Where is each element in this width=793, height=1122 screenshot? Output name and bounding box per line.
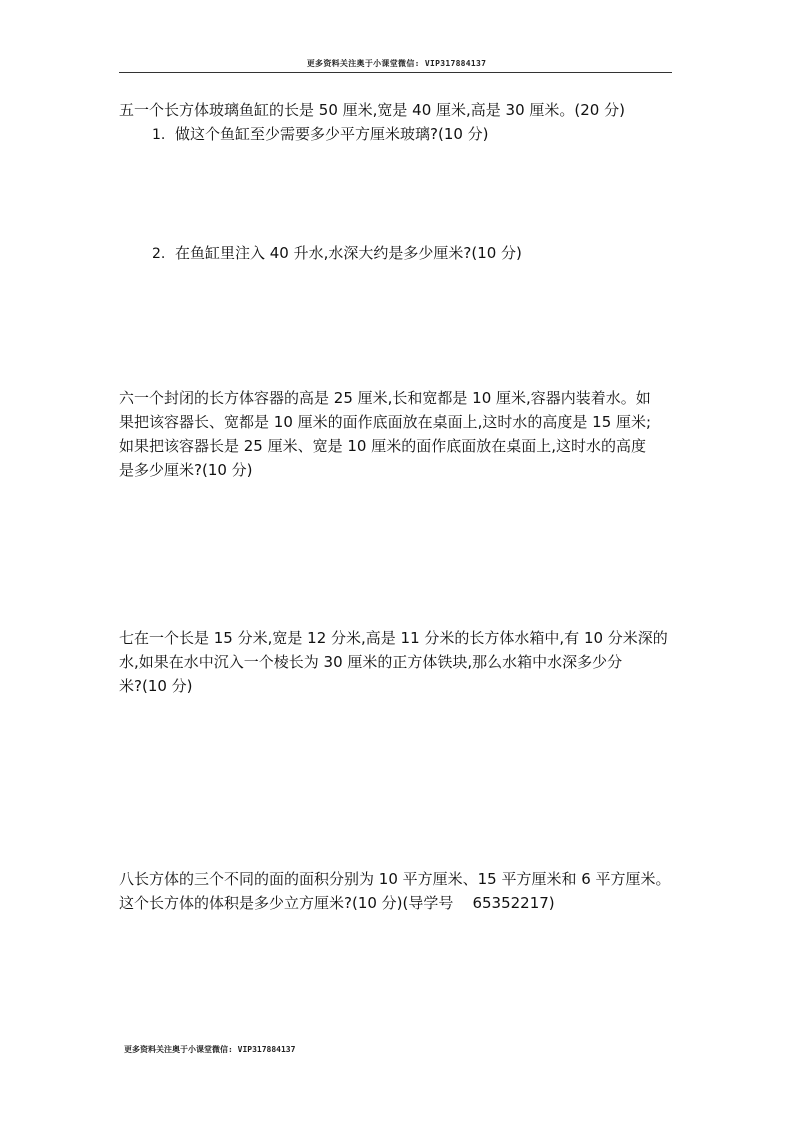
page-header: 更多资料关注奥于小课堂微信: VIP317884137 <box>306 59 487 68</box>
question-6-line-4: 是多少厘米?(10 分) <box>119 461 253 479</box>
question-5-part-1 <box>152 122 672 147</box>
question-5-part-1-number: 1. <box>152 127 166 143</box>
question-5-part-1-text: 做这个鱼缸至少需要多少平方厘米玻璃?(10 分) <box>175 125 489 143</box>
question-5-part-2-text: 在鱼缸里注入 40 升水,水深大约是多少厘米?(10 分) <box>175 244 522 262</box>
question-8-line-2: 这个长方体的体积是多少立方厘米?(10 分)(导学号 65352217) <box>119 894 555 912</box>
page-footer: 更多资料关注奥于小课堂微信: VIP317884137 <box>124 1045 296 1054</box>
question-7 <box>119 626 679 698</box>
question-5-part-2 <box>152 241 672 266</box>
question-6-line-1: 六一个封闭的长方体容器的高是 25 厘米,长和宽都是 10 厘米,容器内装着水。如 <box>119 389 651 407</box>
question-6-line-2: 果把该容器长、宽都是 10 厘米的面作底面放在桌面上,这时水的高度是 15 厘米; <box>119 413 652 431</box>
question-5-part-2-number: 2. <box>152 246 166 262</box>
question-8 <box>119 867 679 915</box>
question-5-stem: 五一个长方体玻璃鱼缸的长是 50 厘米,宽是 40 厘米,高是 30 厘米。(20 分) <box>119 101 625 119</box>
question-6 <box>119 386 679 482</box>
header-divider <box>119 72 672 73</box>
question-7-line-2: 水,如果在水中沉入一个棱长为 30 厘米的正方体铁块,那么水箱中水深多少分 <box>119 653 623 671</box>
question-6-line-3: 如果把该容器长是 25 厘米、宽是 10 厘米的面作底面放在桌面上,这时水的高度 <box>119 437 647 455</box>
question-7-line-1: 七在一个长是 15 分米,宽是 12 分米,高是 11 分米的长方体水箱中,有 10 分米深的 <box>119 629 668 647</box>
question-8-line-1: 八长方体的三个不同的面的面积分别为 10 平方厘米、15 平方厘米和 6 平方厘米。 <box>119 870 671 888</box>
question-7-line-3: 米?(10 分) <box>119 677 193 695</box>
